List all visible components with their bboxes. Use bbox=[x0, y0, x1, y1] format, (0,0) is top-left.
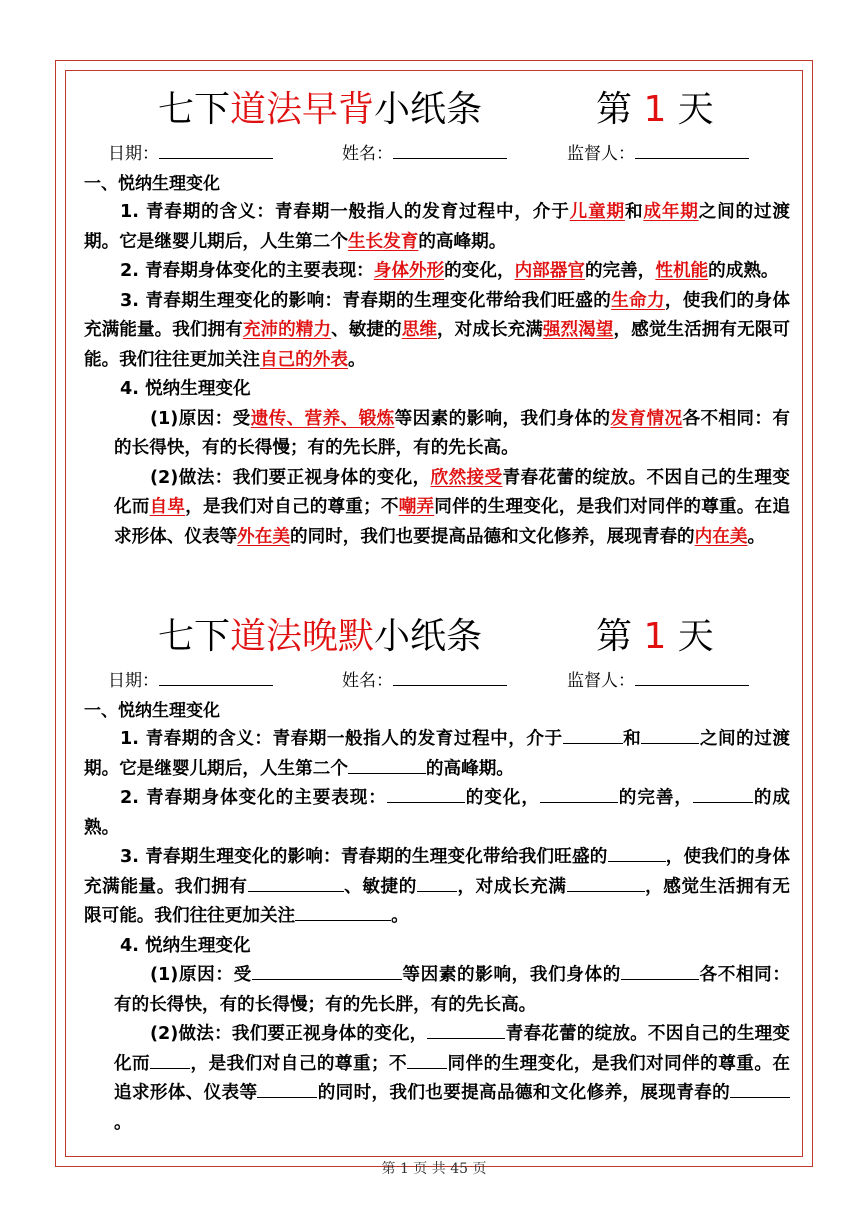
fill-blank[interactable] bbox=[407, 1052, 447, 1069]
fill-blank[interactable] bbox=[567, 875, 645, 892]
title-suffix: 小纸条 bbox=[374, 89, 483, 130]
paragraph-3: 3. 青春期生理变化的影响：青春期的生理变化带给我们旺盛的 ，使我们的身体充满能量。我们拥有 、敏捷的 ，对成长充满 ，感觉生活拥有无限可能。我们往往更加关注 。 bbox=[84, 847, 790, 926]
morning-section bbox=[84, 82, 790, 552]
fill-blank[interactable] bbox=[387, 786, 465, 803]
answer: 生命力 bbox=[611, 290, 665, 311]
day-label: 第 1 天 bbox=[596, 89, 714, 130]
fill-blank[interactable] bbox=[621, 963, 699, 980]
answer: 自卑 bbox=[149, 497, 186, 517]
answer: 身体外形 bbox=[373, 261, 445, 281]
paragraph-3: 3. 青春期生理变化的影响：青春期的生理变化带给我们旺盛的生命力，使我们的身体充满能量。我们拥有充沛的精力、敏捷的思维，对成长充满强烈渴望，感觉生活拥有无限可能。我们往往更加关注自己的外表。 bbox=[84, 290, 790, 370]
supervisor-label: 监督人： bbox=[567, 144, 635, 164]
title-highlight: 道法晚默 bbox=[230, 616, 375, 657]
evening-title bbox=[84, 609, 790, 665]
paragraph-5: (1)原因：受 等因素的影响，我们身体的 各不相同：有的长得快，有的长得慢；有的先长胖，有的先长高。 bbox=[114, 965, 790, 1015]
answer: 思维 bbox=[401, 320, 438, 340]
supervisor-label: 监督人： bbox=[567, 671, 635, 691]
page-footer: 第 1 页 共 45 页 bbox=[381, 1161, 487, 1177]
title-highlight: 道法早背 bbox=[230, 89, 375, 130]
day-label: 第 1 天 bbox=[596, 616, 714, 657]
paragraph-1: 1. 青春期的含义：青春期一般指人的发育过程中，介于 和 之间的过渡期。它是继婴儿期后，人生第二个 的高峰期。 bbox=[84, 729, 790, 779]
fill-blank[interactable] bbox=[427, 1022, 505, 1039]
morning-title bbox=[84, 82, 790, 138]
fill-blank[interactable] bbox=[730, 1081, 790, 1098]
answer: 性机能 bbox=[655, 261, 709, 281]
fill-blank[interactable] bbox=[252, 963, 402, 980]
paragraph-6: (2)做法：我们要正视身体的变化， 青春花蕾的绽放。不因自己的生理变化而 ，是我们对自己的尊重；不 同伴的生理变化，是我们对同伴的尊重。在追求形体、仪表等 的同时，我们也要提高品德和文化修养，展现青春的。 bbox=[114, 1024, 790, 1133]
supervisor-blank bbox=[635, 140, 749, 159]
answer: 成年期 bbox=[643, 202, 699, 222]
answer: 欣然接受 bbox=[430, 467, 503, 488]
fill-blank[interactable] bbox=[348, 757, 426, 774]
title-prefix: 七下 bbox=[158, 616, 231, 657]
date-blank bbox=[159, 140, 273, 159]
fill-blank[interactable] bbox=[641, 727, 699, 744]
answer: 充沛的精力 bbox=[242, 320, 332, 340]
fill-blank[interactable] bbox=[540, 786, 618, 803]
paragraph-2: 2. 青春期身体变化的主要表现：身体外形的变化，内部器官的完善，性机能的成熟。 bbox=[120, 261, 779, 281]
answer: 生长发育 bbox=[347, 231, 419, 252]
evening-section bbox=[84, 609, 790, 1138]
section-heading: 一、悦纳生理变化 bbox=[84, 174, 220, 194]
date-label: 日期： bbox=[108, 144, 159, 164]
name-blank bbox=[393, 140, 507, 159]
fill-blank[interactable] bbox=[693, 786, 753, 803]
fill-blank[interactable] bbox=[608, 845, 666, 862]
fill-blank[interactable] bbox=[257, 1081, 317, 1098]
answer: 外在美 bbox=[237, 526, 290, 547]
answer: 强烈渴望 bbox=[542, 320, 614, 340]
paragraph-2: 2. 青春期身体变化的主要表现： 的变化， 的完善， 的成熟。 bbox=[84, 788, 790, 838]
paragraph-4: 4. 悦纳生理变化 bbox=[120, 379, 251, 399]
morning-meta-row bbox=[84, 138, 790, 170]
fill-blank[interactable] bbox=[248, 875, 344, 892]
evening-meta-row bbox=[84, 665, 790, 697]
fill-blank[interactable] bbox=[295, 904, 391, 921]
day-number: 1 bbox=[643, 616, 667, 657]
answer: 自己的外表 bbox=[259, 349, 348, 370]
name-label: 姓名： bbox=[342, 144, 393, 164]
paragraph-5: (1)原因：受遗传、营养、锻炼等因素的影响，我们身体的发育情况各不相同：有的长得快，有的长得慢；有的先长胖，有的先长高。 bbox=[114, 408, 790, 458]
answer: 内在美 bbox=[694, 526, 748, 547]
paragraph-6: (2)做法：我们要正视身体的变化，欣然接受青春花蕾的绽放。不因自己的生理变化而自卑，是我们对自己的尊重；不嘲弄同伴的生理变化，是我们对同伴的尊重。在追求形体、仪表等外在美的同时，我们也要提高品德和文化修养，展现青春的内在美。 bbox=[114, 467, 790, 547]
title-prefix: 七下 bbox=[158, 89, 231, 130]
answer: 儿童期 bbox=[569, 202, 625, 222]
paragraph-4: 4. 悦纳生理变化 bbox=[120, 935, 251, 956]
supervisor-blank bbox=[635, 667, 749, 686]
fill-blank[interactable] bbox=[150, 1052, 190, 1069]
answer: 内部器官 bbox=[514, 261, 585, 281]
day-number: 1 bbox=[643, 89, 667, 130]
title-suffix: 小纸条 bbox=[374, 616, 483, 657]
fill-blank[interactable] bbox=[417, 875, 457, 892]
section-heading: 一、悦纳生理变化 bbox=[84, 701, 220, 721]
name-blank bbox=[393, 667, 507, 686]
answer: 嘲弄 bbox=[398, 497, 435, 517]
name-label: 姓名： bbox=[342, 671, 393, 691]
answer: 发育情况 bbox=[610, 408, 683, 429]
paragraph-1: 1. 青春期的含义：青春期一般指人的发育过程中，介于儿童期和成年期之间的过渡期。它是继婴儿期后，人生第二个生长发育的高峰期。 bbox=[84, 202, 790, 252]
date-label: 日期： bbox=[108, 671, 159, 691]
date-blank bbox=[159, 667, 273, 686]
fill-blank[interactable] bbox=[563, 727, 623, 744]
answer: 遗传、营养、锻炼 bbox=[250, 408, 395, 429]
